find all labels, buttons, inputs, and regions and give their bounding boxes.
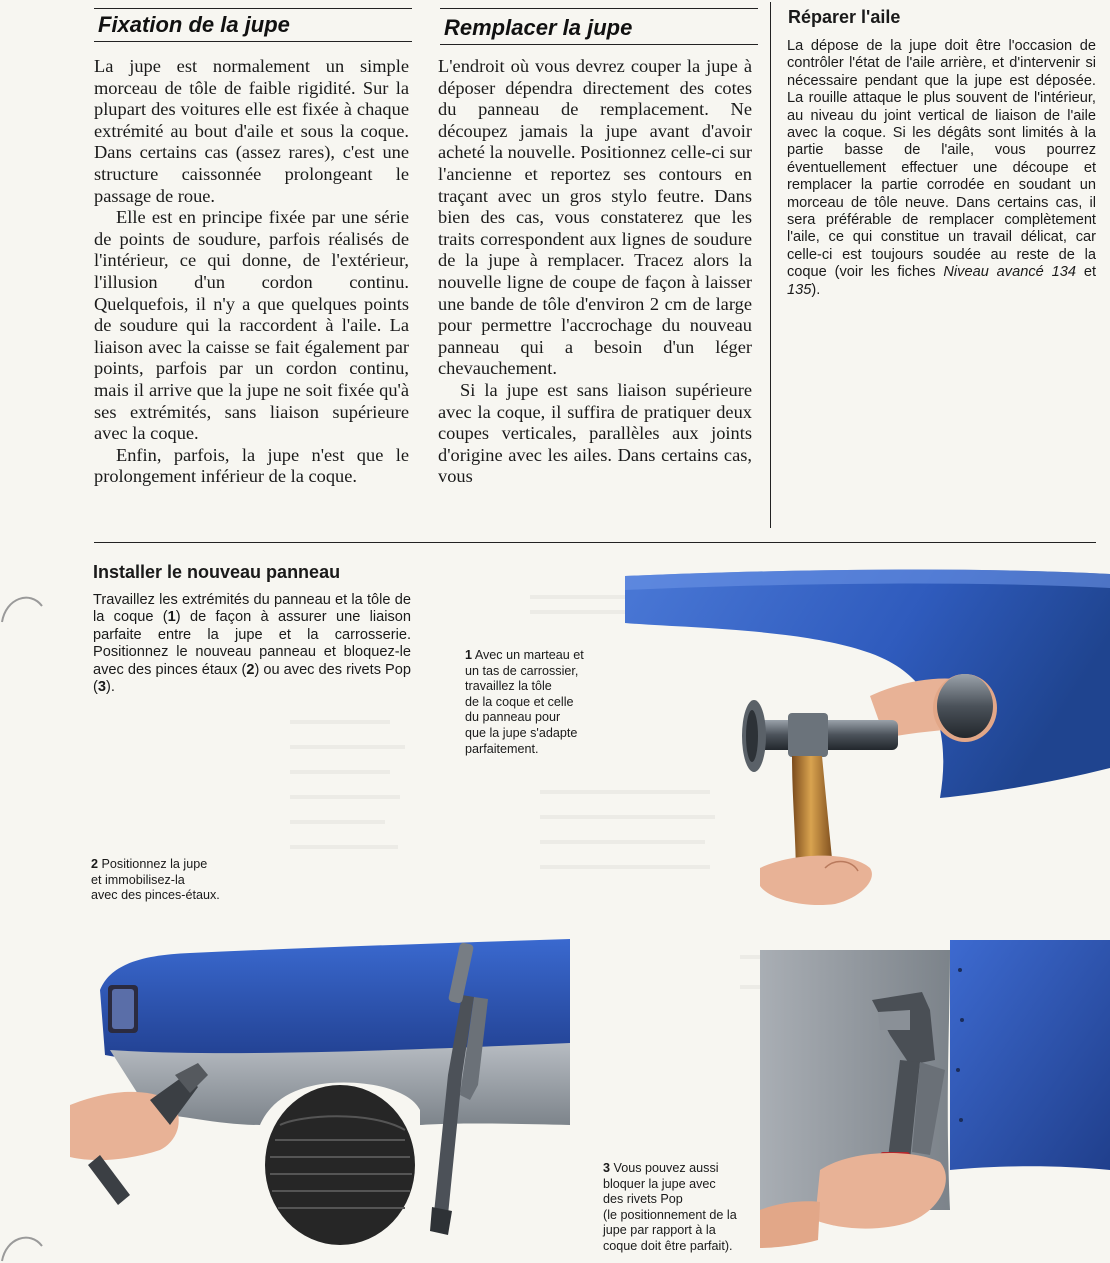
illustration-rivet-gun xyxy=(760,940,1110,1263)
reparer-ref-134: Niveau avancé 134 xyxy=(943,264,1076,281)
caption-2-line: avec des pinces-étaux. xyxy=(91,888,220,903)
caption-1-line: de la coque et celle xyxy=(465,694,574,709)
blue-fender xyxy=(950,940,1110,1170)
remplacer-title: Remplacer la jupe xyxy=(444,15,633,40)
reparer-text-b: et xyxy=(1075,264,1097,281)
fixation-paragraph-2: Elle est en principe fixée par une série de points de soudure, parfois réalisés de l'intérieur, ce qui donne, de l'extérieur, l'illusion d'un cordon continu. Quelquefois, il n'y a que quelques points de soudure qui la raccordent à l'aile. La liaison avec la caisse se fait également par points, parfois par un cordon continu, mais il arrive que la jupe ne soit fixée qu'à ses extrémités, sans liaison supérieure avec la coque. xyxy=(94,207,409,444)
column1-title-rule xyxy=(94,41,412,42)
blue-body-panel xyxy=(625,570,1110,798)
caption-2-line: et immobilisez-la xyxy=(91,872,185,887)
reparer-title: Réparer l'aile xyxy=(788,7,901,27)
rivet-hand xyxy=(815,1153,946,1229)
caption-1-line: travaillez la tôle xyxy=(465,679,552,694)
reparer-paragraph xyxy=(787,38,1096,299)
binder-hole-bottom xyxy=(0,1228,44,1263)
column2-title-rule xyxy=(440,44,758,45)
installer-text-3: ) ou avec des rivets Pop ( xyxy=(93,661,412,696)
illustration-hammer-dolly xyxy=(620,568,1110,908)
installer-ref-2: 2 xyxy=(246,661,255,678)
caption-3-line: (le positionnement de la xyxy=(603,1207,737,1222)
caption-2-line: Positionnez la jupe xyxy=(101,857,208,871)
fixation-paragraph-1: La jupe est normalement un simple morceau de tôle de faible rigidité. Sur la plupart des voitures elle est fixée à chaque extrémité au bout d'aile et sous la coque. Dans certains cas (assez rares), c'est une structure caissonnée prolongeant le passage de roue. xyxy=(94,56,409,206)
reparer-text-a: La dépose de la jupe doit être l'occasion de contrôler l'état de l'aile arrière, et d'intervenir si nécessaire pendant que la jupe est déposée. La rouille attaque le plus souvent de l'intérieur, au niveau du joint vertical de liaison de l'aile avec la coque. Si les dégâts sont limités à la partie basse de l'aile, vous pourrez éventuellement effectuer une découpe et remplacer la partie corrodée en soudant un morceau de tôle neuve. Dans certains cas, il sera préférable de remplacer complètement l'aile, ce qui constitue un travail délicat, car celle-ci est toujours soudée au reste de la coque (voir les fiches xyxy=(787,38,1096,281)
column2-top-rule xyxy=(440,8,758,9)
caption-1-line: parfaitement. xyxy=(465,741,539,756)
caption-3-line: des rivets Pop xyxy=(603,1192,683,1207)
reparer-text xyxy=(787,38,1096,299)
installer-text-1: Travaillez les extrémités du panneau et la tôle de la coque ( xyxy=(93,592,411,626)
caption-1-line: Avec un marteau et xyxy=(474,648,584,662)
column-divider xyxy=(770,2,771,528)
illustration-vise-grip xyxy=(70,925,570,1245)
caption-1-line: du panneau pour xyxy=(465,710,561,725)
reparer-text-c: ). xyxy=(811,281,821,298)
caption-3-line: jupe par rapport à la xyxy=(603,1223,716,1238)
caption-1 xyxy=(465,648,625,757)
fixation-paragraph-3: Enfin, parfois, la jupe n'est que le prolongement inférieur de la coque. xyxy=(94,444,409,487)
installer-title: Installer le nouveau panneau xyxy=(93,562,341,582)
binder-hole-top xyxy=(0,588,44,624)
caption-3-line: coque doit être parfait). xyxy=(603,1238,733,1253)
caption-1-line: que la jupe s'adapte xyxy=(465,725,578,740)
hammer-hand xyxy=(760,856,872,905)
wheel-tire xyxy=(265,1085,415,1245)
remplacer-paragraph-2: Si la jupe est sans liaison supérieure avec la coque, il suffira de pratiquer deux coupes verticales, parallèles aux joints d'origine avec les ailes. Dans certains cas, vous xyxy=(438,379,752,487)
remplacer-paragraph-1: L'endroit où vous devrez couper la jupe à déposer dépendra directement des cotes du panneau de remplacement. Ne découpez jamais la jupe avant d'avoir acheté la nouvelle. Positionnez celle-ci sur l'ancienne et reportez ses contours en traçant avec un gros stylo feutre. Dans bien des cas, vous constaterez que les traits correspondent aux lignes de soudure de la jupe à remplacer. Tracez alors la nouvelle ligne de coupe de façon à laisser une bande de tôle d'environ 2 cm de large pour permettre l'accrochage du nouveau panneau qui a besoin d'un léger chevauchement. xyxy=(438,56,752,379)
fixation-title: Fixation de la jupe xyxy=(98,12,290,37)
caption-3-number: 3 xyxy=(603,1161,611,1175)
fixation-text xyxy=(94,56,409,488)
caption-3-line: bloquer la jupe avec xyxy=(603,1176,716,1191)
caption-2 xyxy=(91,857,271,904)
column1-top-rule xyxy=(94,8,412,9)
installer-paragraph xyxy=(93,592,411,696)
caption-3-line: Vous pouvez aussi xyxy=(613,1161,719,1175)
remplacer-text xyxy=(438,56,752,488)
installer-ref-3: 3 xyxy=(97,679,106,696)
caption-3 xyxy=(603,1161,773,1255)
caption-1-line: un tas de carrossier, xyxy=(465,663,579,678)
section-rule xyxy=(94,542,1096,543)
caption-2-number: 2 xyxy=(91,857,99,871)
installer-ref-1: 1 xyxy=(167,609,176,626)
installer-text-2: ) de façon à assurer une liaison parfaite entre la jupe et la carrosserie. Positionnez le nouveau panneau et bloquez-le avec des pinces étaux ( xyxy=(93,609,412,678)
dolly-block xyxy=(937,674,993,738)
caption-1-number: 1 xyxy=(465,648,473,662)
reparer-ref-135: 135 xyxy=(787,281,812,298)
installer-text-4: ). xyxy=(106,679,115,696)
installer-text xyxy=(93,592,411,696)
